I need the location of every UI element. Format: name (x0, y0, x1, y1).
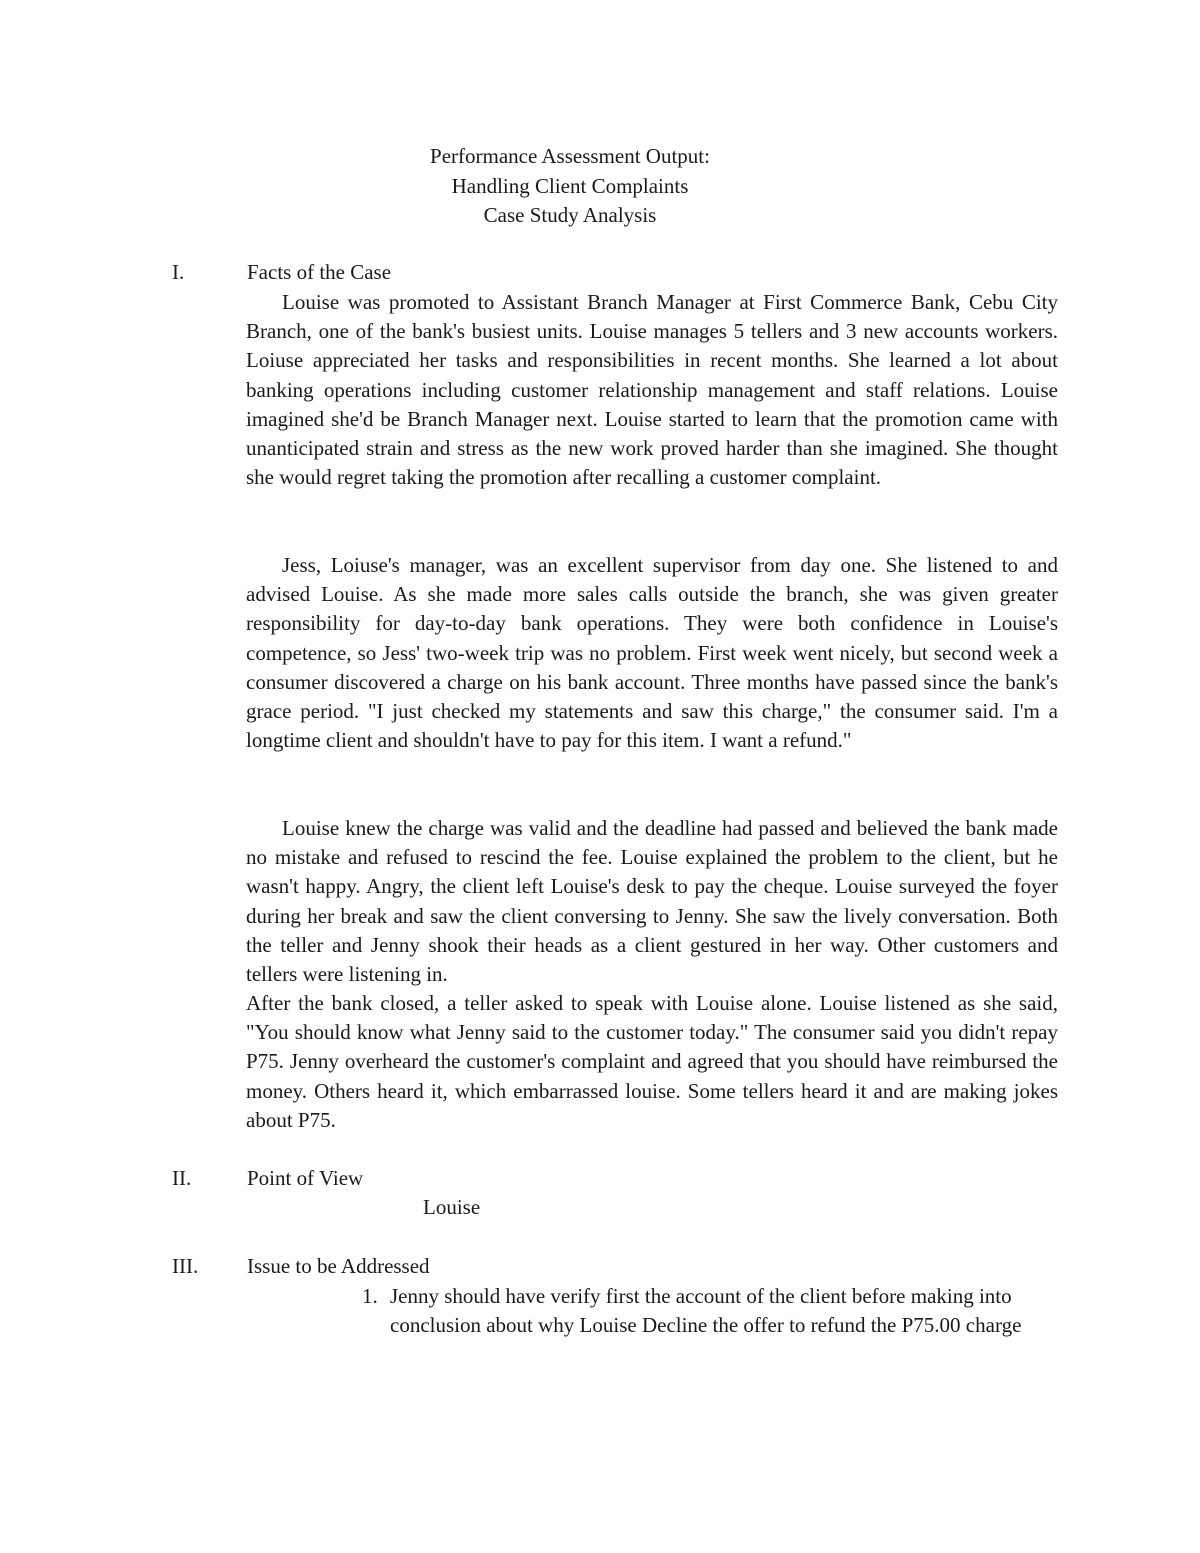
section-pov-heading (172, 1164, 1072, 1194)
title-line-2: Handling Client Complaints (451, 173, 689, 198)
section-facts-heading (172, 258, 1072, 288)
section-number: I. (172, 260, 185, 284)
section-issue-heading (172, 1252, 1072, 1282)
title-line-3: Case Study Analysis (483, 203, 657, 227)
title-line-1: Performance Assessment Output: (430, 144, 710, 168)
list-item-text: Jenny should have verify first the account of the client before making into conclusion about why Louise Decline the offer to refund the P75.00 charge (390, 1284, 1022, 1338)
list-item (362, 1282, 1062, 1340)
facts-paragraph-3: Louise knew the charge was valid and the deadline had passed and believed the bank made no mistake and refused to rescind the fee. Louise explained the problem to the client, but he wasn't happy. Angry, the client left Louise's desk to pay the cheque. Louise surveyed the foyer during her break and saw the client conversing to Jenny. She saw the lively conversation. Both the teller and Jenny shook their heads as a client gestured in her way. Other customers and tellers were listening in. (246, 816, 1058, 987)
point-of-view-value: Louise (423, 1195, 481, 1219)
issue-list (362, 1282, 1062, 1340)
section-title: Point of View (247, 1166, 364, 1190)
list-item-number: 1. (362, 1284, 378, 1308)
facts-paragraph-2: Jess, Loiuse's manager, was an excellent supervisor from day one. She listened to and advised Louise. As she made more sales calls outside the branch, she was given greater responsibility for day-to-day bank operations. They were both confidence in Louise's competence, so Jess' two-week trip was no problem. First week went nicely, but second week a consumer discovered a charge on his bank account. Three months have passed since the bank's grace period. "I just checked my statements and saw this charge," the consumer said. I'm a longtime client and shouldn't have to pay for this item. I want a refund." (246, 553, 1058, 753)
document-title (0, 142, 1140, 231)
section-number: III. (172, 1254, 199, 1278)
facts-paragraph-4: After the bank closed, a teller asked to speak with Louise alone. Louise listened as she said, "You should know what Jenny said to the customer today." The consumer said you didn't repay P75. Jenny overheard the customer's complaint and agreed that you should have reimbursed the money. Others heard it, which embarrassed louise. Some tellers heard it and are making jokes about P75. (246, 991, 1058, 1132)
section-title: Facts of the Case (247, 260, 392, 284)
facts-paragraph-1: Louise was promoted to Assistant Branch Manager at First Commerce Bank, Cebu City Branch, one of the bank's busiest units. Louise manages 5 tellers and 3 new accounts workers. Loiuse appreciated her tasks and responsibilities in recent months. She learned a lot about banking operations including customer relationship management and staff relations. Louise imagined she'd be Branch Manager next. Louise started to learn that the promotion came with unanticipated strain and stress as the new work proved harder than she imagined. She thought she would regret taking the promotion after recalling a customer complaint. (246, 290, 1058, 490)
section-number: II. (172, 1166, 192, 1190)
section-title: Issue to be Addressed (247, 1254, 430, 1278)
